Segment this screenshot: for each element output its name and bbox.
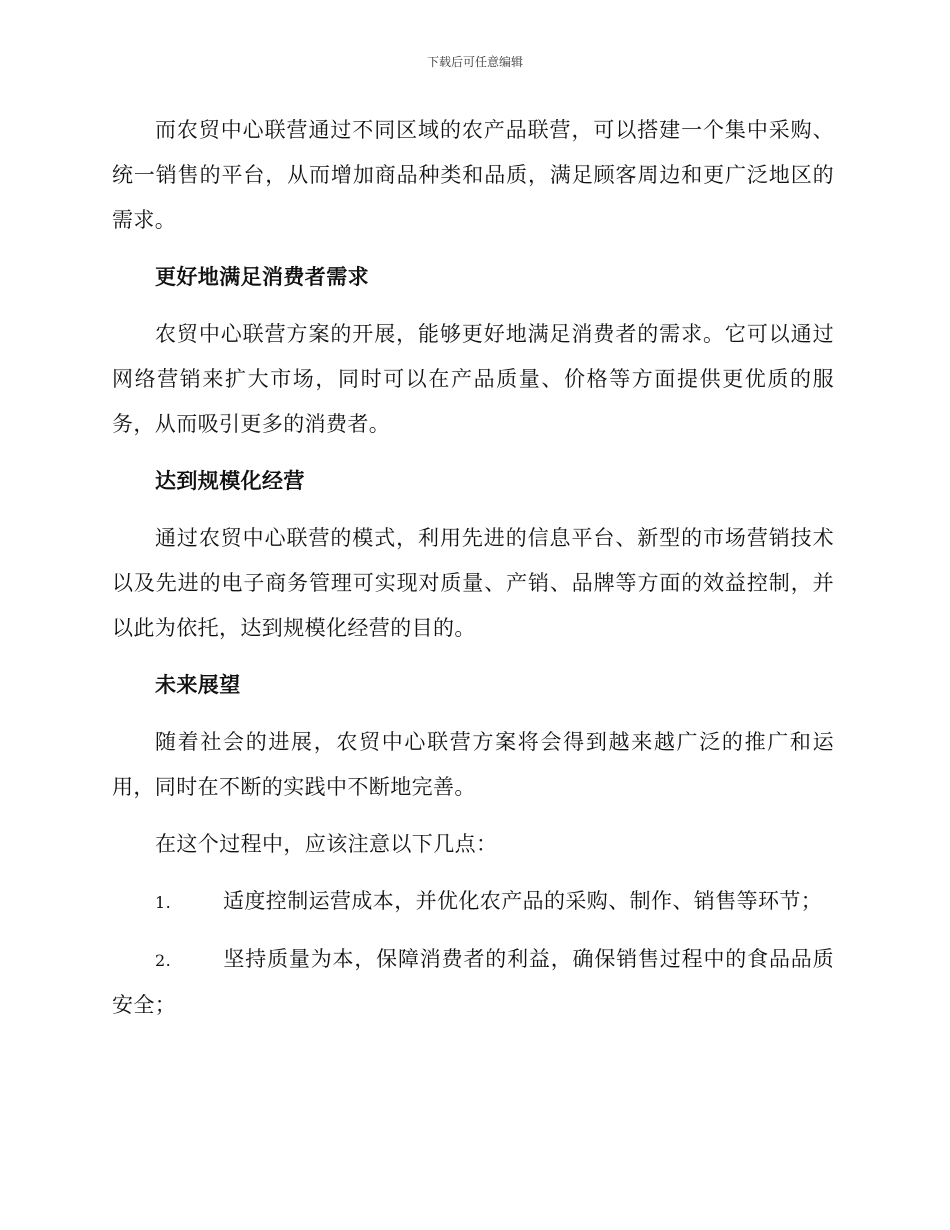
list-number: 2. [155, 951, 172, 970]
list-item [112, 879, 834, 925]
list-item [112, 937, 834, 1028]
list-text: 适度控制运营成本，并优化农产品的采购、制作、销售等环节； [223, 889, 823, 913]
section-heading-consumer-needs: 更好地满足消费者需求 [155, 265, 369, 289]
document-body [112, 108, 834, 1028]
list-text: 坚持质量为本，保障消费者的利益，确保销售过程中的食品品质安全； [112, 947, 834, 1017]
page-header: 下载后可任意编辑 [426, 55, 523, 69]
paragraph-consumer-needs: 农贸中心联营方案的开展，能够更好地满足消费者的需求。它可以通过网络营销来扩大市场，同时可以在产品质量、价格等方面提供更优质的服务，从而吸引更多的消费者。 [112, 322, 834, 436]
paragraph-intro: 而农贸中心联营通过不同区域的农产品联营，可以搭建一个集中采购、统一销售的平台，从而增加商品种类和品质，满足顾客周边和更广泛地区的需求。 [112, 118, 834, 232]
section-heading-scale: 达到规模化经营 [155, 469, 305, 493]
paragraph-outlook: 随着社会的进展，农贸中心联营方案将会得到越来越广泛的推广和运用，同时在不断的实践中不断地完善。 [112, 730, 834, 799]
list-number: 1. [155, 893, 172, 912]
section-heading-outlook: 未来展望 [155, 673, 241, 697]
paragraph-notes-intro: 在这个过程中，应该注意以下几点： [155, 832, 498, 856]
paragraph-scale: 通过农贸中心联营的模式，利用先进的信息平台、新型的市场营销技术以及先进的电子商务管理可实现对质量、产销、品牌等方面的效益控制，并以此为依托，达到规模化经营的目的。 [112, 526, 834, 640]
